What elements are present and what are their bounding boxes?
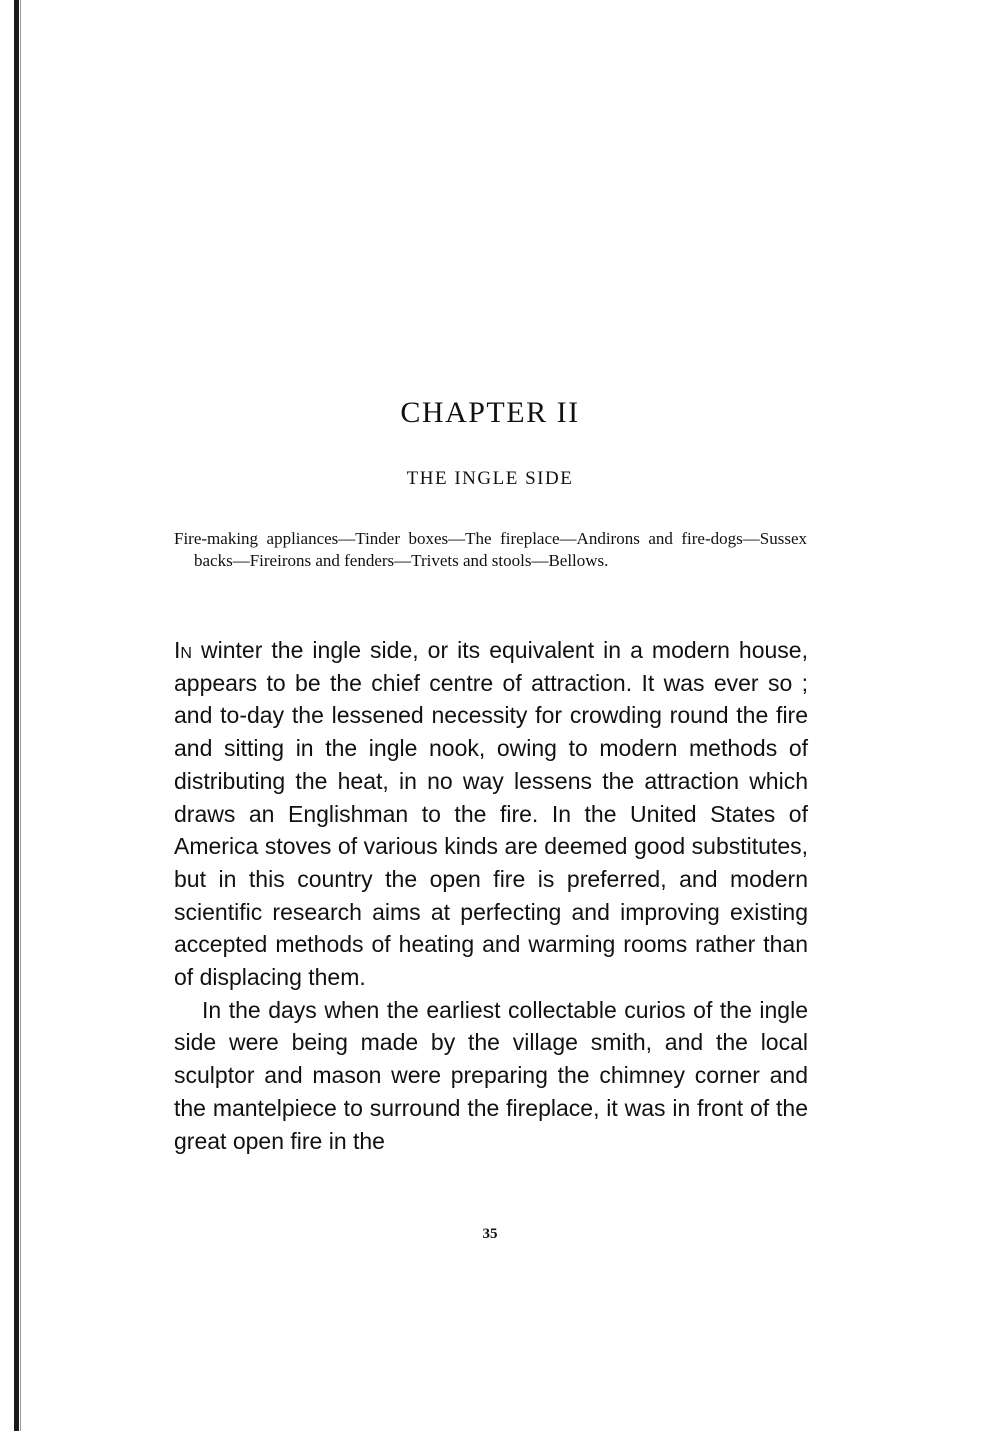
page-binding-edge [14, 0, 19, 1431]
paragraph-2: In the days when the earliest collectable curios of the ingle side were being made by the village smith, and the local sculptor and mason were preparing the chimney corner and the mantelpiece to surround the fireplace, it was in front of the great open fire in the [174, 996, 808, 1154]
chapter-synopsis: Fire-making appliances—Tinder boxes—The fireplace—Andirons and fire-dogs—Sussex backs—Fireirons and fenders—Trivets and stools—Bellows. [174, 529, 807, 570]
page-number: 35 [482, 1226, 498, 1242]
paragraph-1-text: winter the ingle side, or its equivalent in a modern house, appears to be the chief centre of attraction. It was ever so ; and to-day the lessened necessity for crowding round the fire and sitting in the ingle nook, owing to modern methods of distributing the heat, in no way lessens the attraction which draws an Englishman to the fire. In the United States of America stoves of various kinds are deemed good substitutes, but in this country the open fire is preferred, and modern scientific research aims at perfecting and improving existing accepted methods of heating and warming rooms rather than of displacing them. [174, 637, 808, 991]
body-text [174, 634, 808, 1157]
chapter-heading: CHAPTER II [400, 396, 580, 429]
chapter-subtitle: THE INGLE SIDE [406, 468, 574, 489]
paragraph-1 [174, 634, 808, 994]
paragraph-1-lead-word: In [174, 637, 192, 663]
